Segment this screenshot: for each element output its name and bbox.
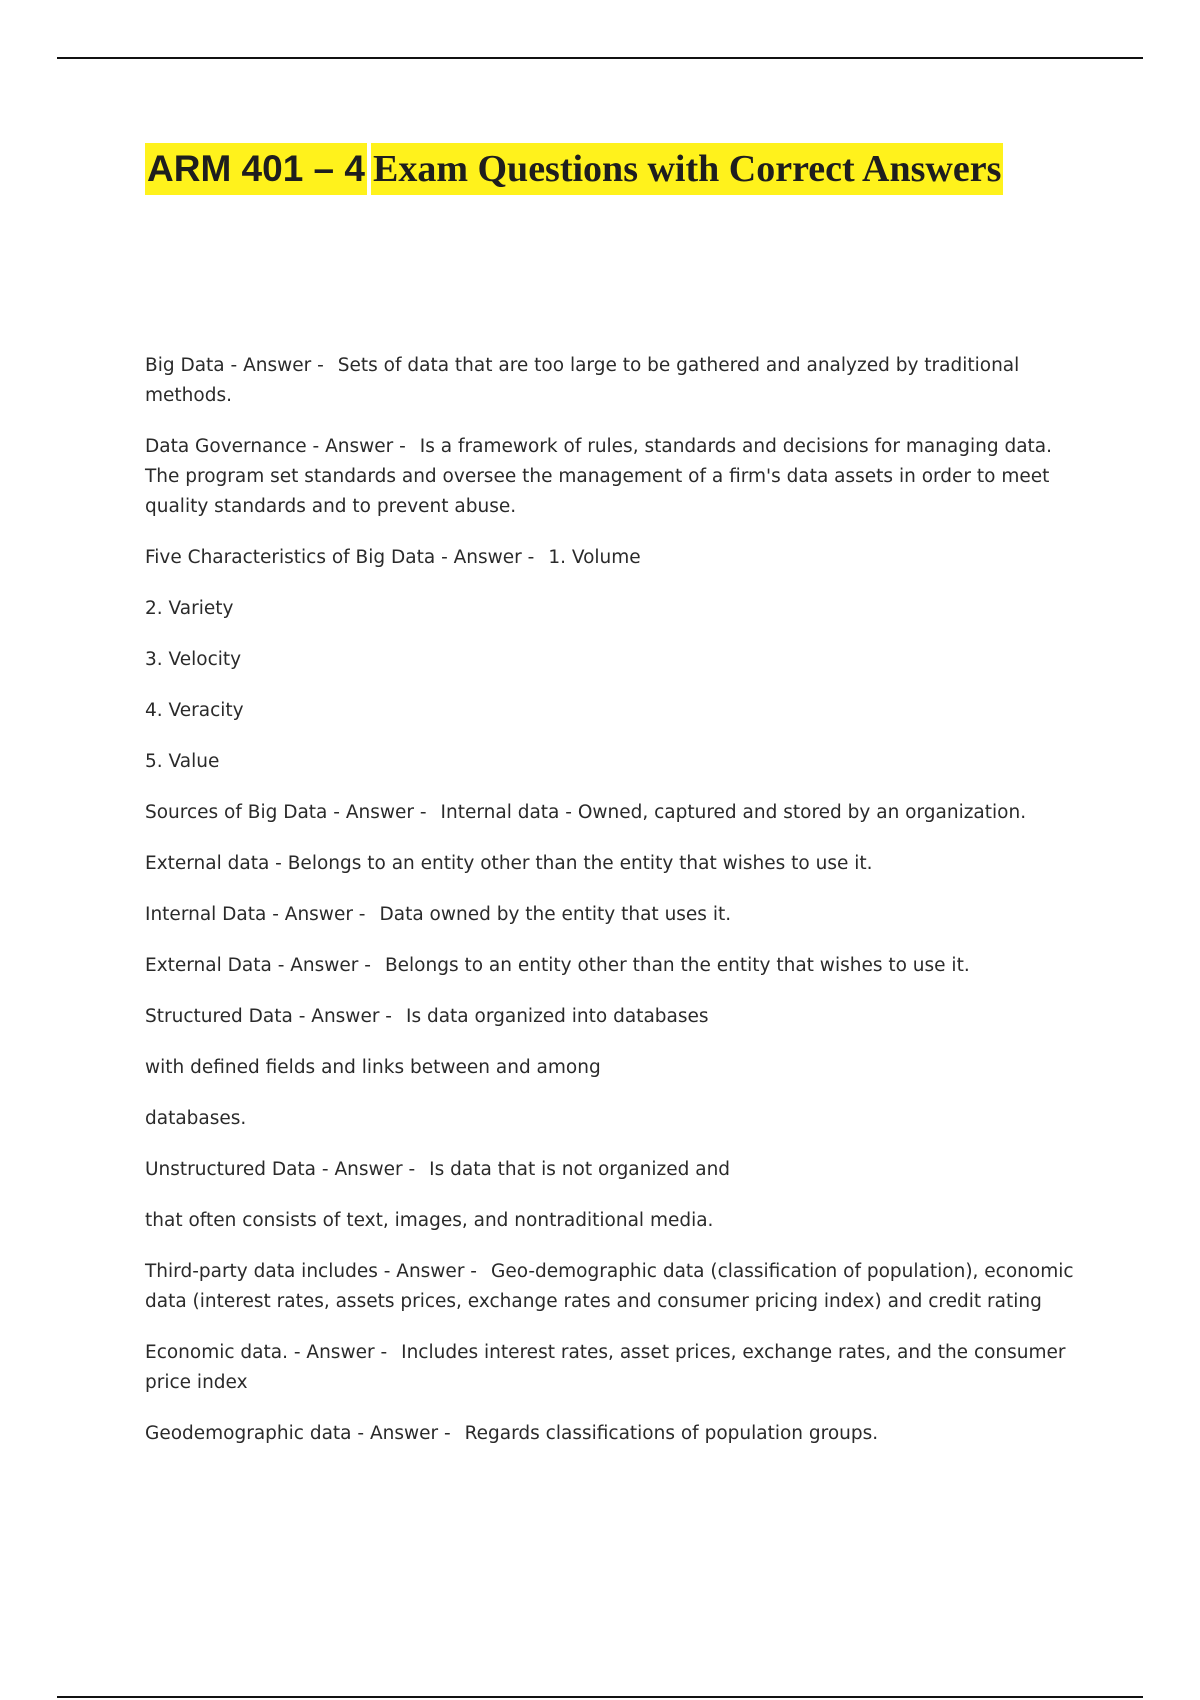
answer-text: Data owned by the entity that uses it. [379,904,732,925]
qa-entry [145,594,1085,624]
qa-entry [145,351,1085,411]
qa-entry [145,1053,1085,1083]
question-label: External Data - Answer - [145,955,371,976]
qa-entry [145,1104,1085,1134]
answer-text: 2. Variety [145,598,234,619]
question-label: Structured Data - Answer - [145,1006,392,1027]
question-label: Big Data - Answer - [145,355,324,376]
page-title [145,143,1003,196]
answer-text: databases. [145,1108,247,1129]
qa-entry [145,1002,1085,1032]
answer-text: Includes interest rates, asset prices, exchange rates, and the consumer price index [145,1342,1066,1393]
question-label: Economic data. - Answer - [145,1342,388,1363]
qa-entry [145,543,1085,573]
question-label: Sources of Big Data - Answer - [145,802,427,823]
qa-entry [145,1419,1085,1449]
answer-text: External data - Belongs to an entity other than the entity that wishes to use it. [145,853,873,874]
answer-text: Geo-demographic data (classification of population), economic data (interest rates, assets prices, exchange rates and consumer pricing index) and credit rating [145,1261,1074,1312]
answer-text: Is a framework of rules, standards and decisions for managing data. The program set standards and oversee the management of a firm's data assets in order to meet quality standards and to prevent abuse. [145,436,1053,517]
title-text: Exam Questions with Correct Answers [371,143,1003,195]
answer-text: Regards classifications of population groups. [464,1423,879,1444]
answer-text: that often consists of text, images, and nontraditional media. [145,1210,714,1231]
qa-entry [145,849,1085,879]
answer-text: with defined fields and links between and among [145,1057,601,1078]
qa-entry [145,1257,1085,1317]
bottom-rule [57,1696,1143,1698]
qa-entry [145,900,1085,930]
qa-entry [145,951,1085,981]
qa-entry [145,432,1085,522]
qa-entry [145,1338,1085,1398]
answer-text: Belongs to an entity other than the entity that wishes to use it. [384,955,970,976]
answer-text: 1. Volume [548,547,641,568]
qa-entry [145,645,1085,675]
answer-text: Internal data - Owned, captured and stored by an organization. [440,802,1027,823]
qa-list [145,351,1085,1470]
answer-text: Is data organized into databases [406,1006,709,1027]
answer-text: 5. Value [145,751,220,772]
question-label: Third-party data includes - Answer - [145,1261,477,1282]
answer-text: 3. Velocity [145,649,242,670]
question-label: Unstructured Data - Answer - [145,1159,416,1180]
top-rule [57,57,1143,59]
question-label: Data Governance - Answer - [145,436,406,457]
answer-text: Is data that is not organized and [429,1159,731,1180]
qa-entry [145,1155,1085,1185]
question-label: Five Characteristics of Big Data - Answer - [145,547,535,568]
qa-entry [145,696,1085,726]
title-code: ARM 401 – 4 [145,143,367,195]
qa-entry [145,1206,1085,1236]
qa-entry [145,747,1085,777]
answer-text: Sets of data that are too large to be gathered and analyzed by traditional methods. [145,355,1020,406]
question-label: Internal Data - Answer - [145,904,366,925]
answer-text: 4. Veracity [145,700,244,721]
qa-entry [145,798,1085,828]
question-label: Geodemographic data - Answer - [145,1423,451,1444]
